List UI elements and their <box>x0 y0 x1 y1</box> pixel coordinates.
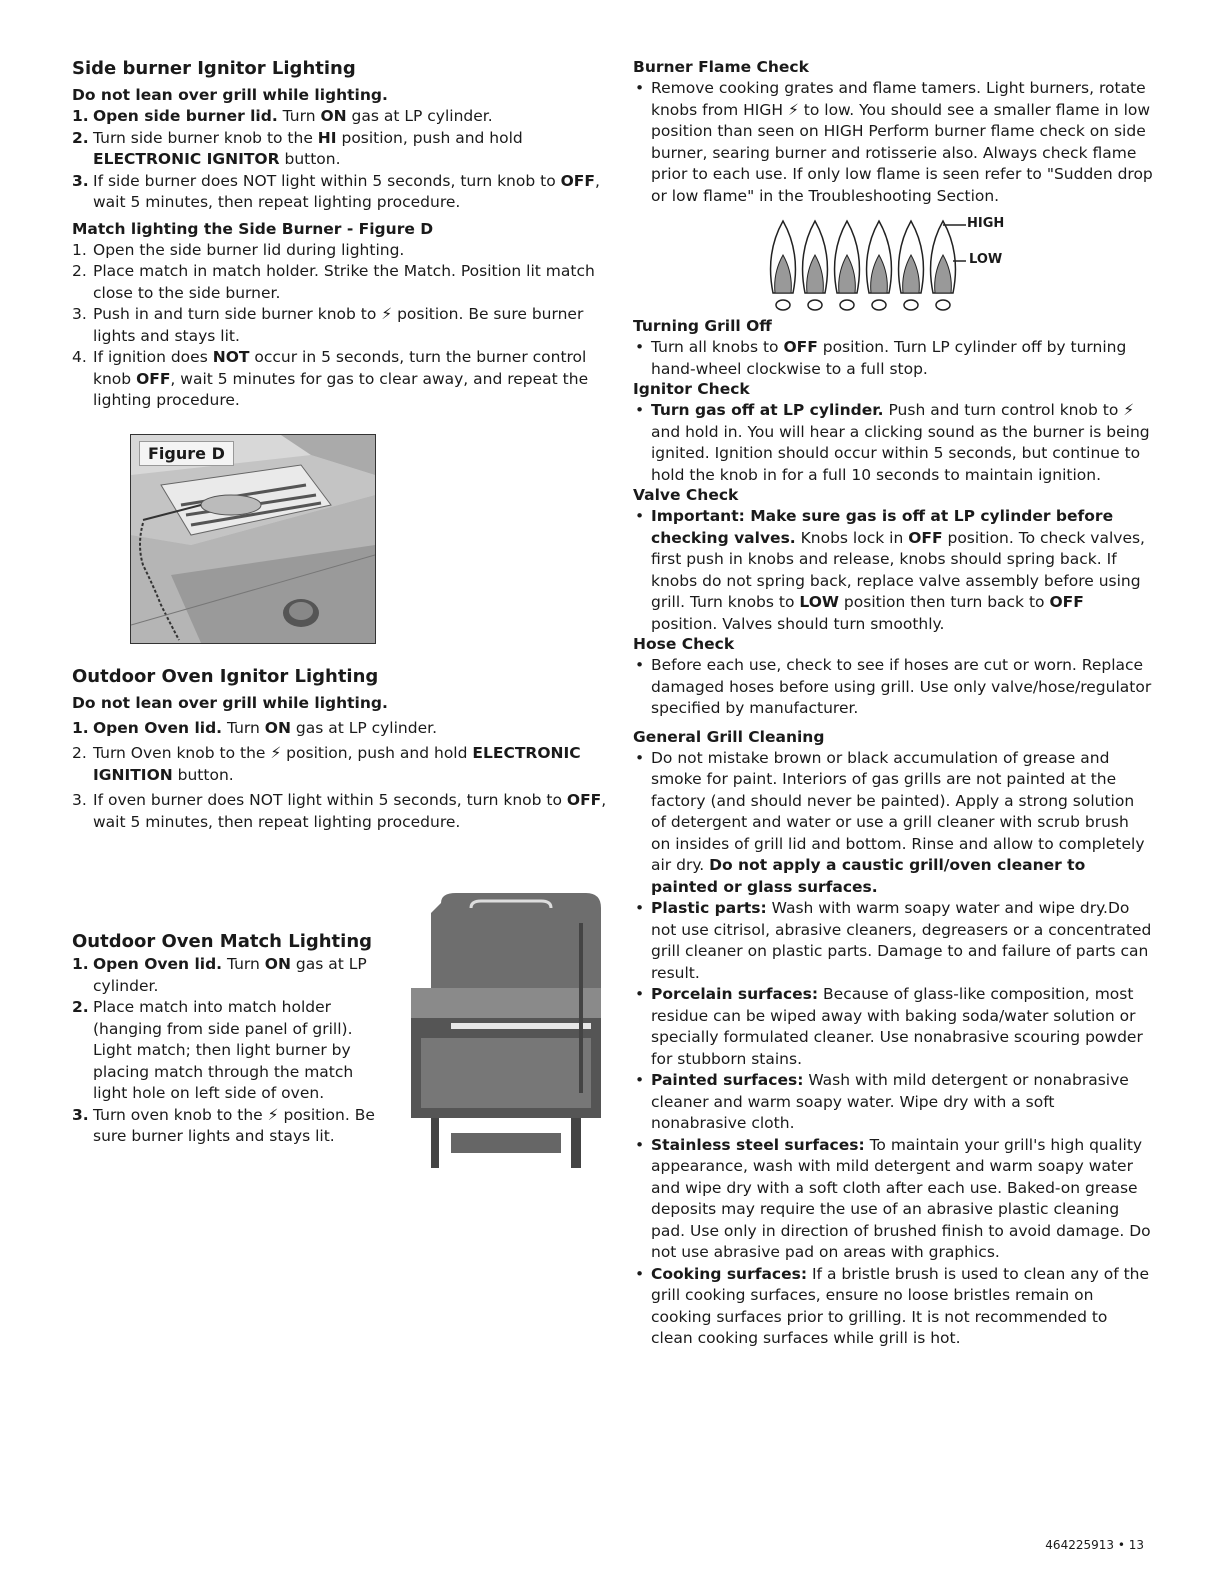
match-side-step-4: 4. If ignition does NOT occur in 5 seconds, turn the burner control knob OFF, wait 5 minutes for gas to clear away, and repeat the lighting procedure. <box>72 348 589 409</box>
cleaning-painted: • Painted surfaces: Wash with mild detergent or nonabrasive cleaner and warm soapy water. Wipe dry with a soft nonabrasive cloth. <box>635 1071 1129 1132</box>
page-footer: 464225913 • 13 <box>1045 1538 1144 1552</box>
right-column <box>633 58 1153 1350</box>
outdoor-oven-illustration <box>411 893 601 1168</box>
oven-match-block <box>72 931 392 1148</box>
side-burner-illustration <box>131 435 375 643</box>
ignite-bolt-icon: ⚡ <box>787 100 799 119</box>
turning-off-text: • Turn all knobs to OFF position. Turn LP cylinder off by turning hand-wheel clockwise to a full stop. <box>635 338 1127 378</box>
cleaning-cooking: • Cooking surfaces: If a bristle brush is used to clean any of the grill cooking surfaces, ensure no loose bristles remain on cooking surfaces prior to grilling. It is not recommended to clean cooking surfaces while grill is hot. <box>635 1264 1150 1347</box>
side-burner-title: Side burner Ignitor Lighting <box>72 58 356 79</box>
cleaning-plastic: • Plastic parts: Wash with warm soapy water and wipe dry.Do not use citrisol, abrasive cleaners, degreasers or a concentrated grill cleaner on plastic parts. Damage to and failure of parts can result. <box>635 899 1152 982</box>
flame-check-title: Burner Flame Check <box>633 58 809 76</box>
ignite-bolt-icon: ⚡ <box>1123 401 1135 419</box>
side-burner-step-2: 2. Turn side burner knob to the HI position, push and hold ELECTRONIC IGNITOR button. <box>72 128 523 168</box>
side-burner-step-1: 1. Open side burner lid. Turn ON gas at LP cylinder. <box>72 107 493 125</box>
oven-ignitor-warning: Do not lean over grill while lighting. <box>72 693 388 712</box>
cleaning-porcelain: • Porcelain surfaces: Because of glass-like composition, most residue can be wiped away with baking soda/water solution or specially formulated cleaner. Use nonabrasive scouring powder for stubborn stains. <box>635 985 1143 1068</box>
left-column <box>72 58 612 833</box>
ignitor-check-title: Ignitor Check <box>633 380 750 398</box>
valve-check-title: Valve Check <box>633 486 739 504</box>
ignite-bolt-icon: ⚡ <box>267 1105 279 1124</box>
oven-ignitor-step-2: 2. Turn Oven knob to the ⚡ position, push and hold ELECTRONIC IGNITION button. <box>72 744 581 784</box>
hose-check-text: • Before each use, check to see if hoses are cut or worn. Replace damaged hoses before using grill. Use only valve/hose/regulator specified by manufacturer. <box>635 656 1152 717</box>
flame-check-text: • Remove cooking grates and flame tamers. Light burners, rotate knobs from HIGH ⚡ to low. You should see a smaller flame in low position than seen on HIGH Perform burner flame check on side burner, searing burner and rotisserie also. Always check flame prior to each use. If only low flame is seen refer to "Sudden drop or low flame" in the Troubleshooting Section. <box>635 79 1153 205</box>
cleaning-stainless: • Stainless steel surfaces: To maintain your grill's high quality appearance, wash with mild detergent and warm soapy water and wipe dry with a soft cloth after each use. Baked-on grease deposits may require the use of an abrasive plastic cleaning pad. Use only in direction of brushed finish to avoid damage. Do not use abrasive pad on areas with graphics. <box>635 1135 1151 1261</box>
ignite-bolt-icon: ⚡ <box>270 744 282 762</box>
flame-diagram <box>633 213 1153 321</box>
flame-low-label: LOW <box>969 252 1003 267</box>
match-side-step-3: 3. Push in and turn side burner knob to ⚡ position. Be sure burner lights and stays lit. <box>72 305 584 345</box>
oven-match-step-1: 1. Open Oven lid. Turn ON gas at LP cylinder. <box>72 955 367 995</box>
match-side-title: Match lighting the Side Burner - Figure D <box>72 219 434 238</box>
side-burner-warning: Do not lean over grill while lighting. <box>72 86 388 104</box>
oven-ignitor-title: Outdoor Oven Ignitor Lighting <box>72 665 379 687</box>
match-side-step-1: 1. Open the side burner lid during lighting. <box>72 240 405 259</box>
cleaning-title: General Grill Cleaning <box>633 727 825 746</box>
turning-off-title: Turning Grill Off <box>633 317 772 335</box>
hose-check-title: Hose Check <box>633 635 735 653</box>
match-side-step-2: 2. Place match in match holder. Strike the Match. Position lit match close to the side burner. <box>72 262 595 302</box>
oven-match-step-3: 3. Turn oven knob to the ⚡ position. Be sure burner lights and stays lit. <box>72 1105 375 1145</box>
oven-match-title: Outdoor Oven Match Lighting <box>72 931 373 952</box>
oven-match-step-2: 2. Place match into match holder (hanging from side panel of grill). Light match; then light burner by placing match through the match light hole on left side of oven. <box>72 998 354 1102</box>
oven-ignitor-step-3: 3. If oven burner does NOT light within 5 seconds, turn knob to OFF, wait 5 minutes, then repeat lighting procedure. <box>72 791 607 831</box>
ignite-bolt-icon: ⚡ <box>381 305 393 323</box>
figure-d-label: Figure D <box>139 441 234 466</box>
cleaning-general: • Do not mistake brown or black accumulation of grease and smoke for paint. Interiors of gas grills are not painted at the factory (and should never be painted). Apply a strong solution of detergent and water or use a grill cleaner with scrub brush on insides of grill lid and bottom. Rinse and allow to completely air dry. Do not apply a caustic grill/oven cleaner to painted or glass surfaces. <box>635 748 1145 896</box>
valve-check-text: • Important: Make sure gas is off at LP cylinder before checking valves. Knobs lock in OFF position. To check valves, first push in knobs and release, knobs should spring back. If knobs do not spring back, replace valve assembly before using grill. Turn knobs to LOW position then turn back to OFF position. Valves should turn smoothly. <box>635 507 1145 633</box>
ignitor-check-text: • Turn gas off at LP cylinder. Push and turn control knob to ⚡ and hold in. You will hear a clicking sound as the burner is being ignited. Ignition should occur within 5 seconds, but continue to hold the knob in for a full 10 seconds to maintain ignition. <box>635 401 1150 484</box>
flame-high-label: HIGH <box>967 216 1005 231</box>
side-burner-step-3: 3. If side burner does NOT light within 5 seconds, turn knob to OFF, wait 5 minutes, then repeat lighting procedure. <box>72 171 600 211</box>
oven-ignitor-step-1: 1. Open Oven lid. Turn ON gas at LP cylinder. <box>72 718 437 737</box>
figure-d <box>130 434 376 644</box>
